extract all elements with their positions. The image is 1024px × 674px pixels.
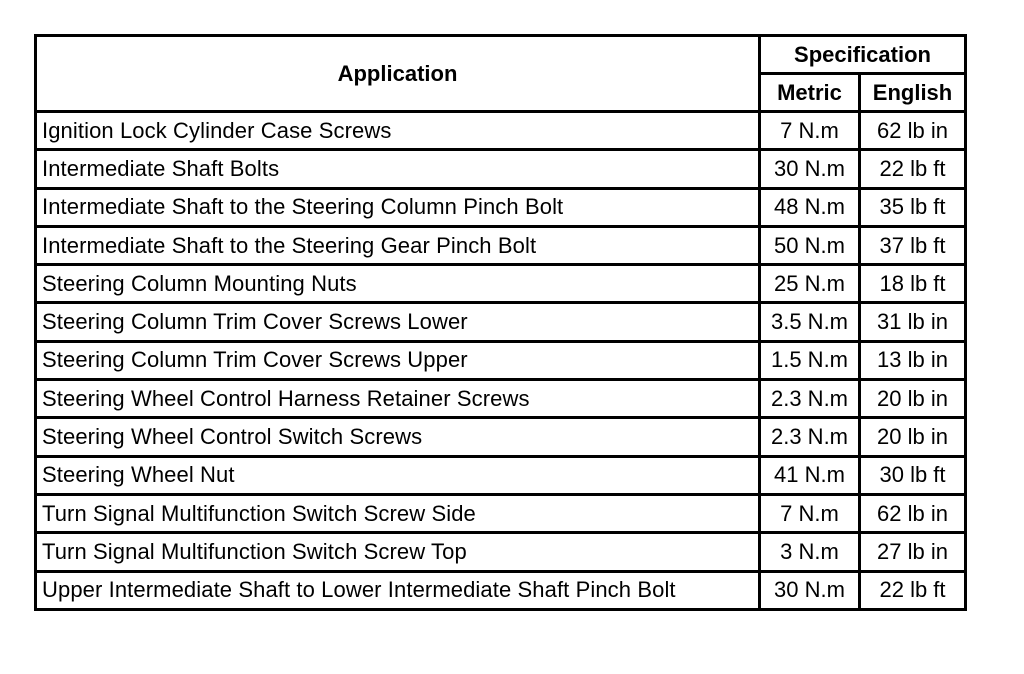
metric-cell: 7 N.m	[760, 494, 860, 532]
metric-cell: 2.3 N.m	[760, 418, 860, 456]
application-cell: Turn Signal Multifunction Switch Screw Top	[36, 533, 760, 571]
english-cell: 62 lb in	[860, 112, 966, 150]
column-header-english: English	[860, 74, 966, 112]
metric-cell: 2.3 N.m	[760, 380, 860, 418]
metric-cell: 30 N.m	[760, 571, 860, 609]
table-body	[36, 112, 966, 610]
table-row	[36, 418, 966, 456]
column-header-metric: Metric	[760, 74, 860, 112]
application-cell: Steering Wheel Nut	[36, 456, 760, 494]
english-cell: 27 lb in	[860, 533, 966, 571]
table-row	[36, 188, 966, 226]
table-row	[36, 571, 966, 609]
english-cell: 62 lb in	[860, 494, 966, 532]
english-cell: 31 lb in	[860, 303, 966, 341]
application-cell: Intermediate Shaft to the Steering Column Pinch Bolt	[36, 188, 760, 226]
english-cell: 22 lb ft	[860, 571, 966, 609]
application-cell: Intermediate Shaft Bolts	[36, 150, 760, 188]
metric-cell: 3.5 N.m	[760, 303, 860, 341]
application-cell: Upper Intermediate Shaft to Lower Intermediate Shaft Pinch Bolt	[36, 571, 760, 609]
application-cell: Steering Column Mounting Nuts	[36, 265, 760, 303]
column-header-specification: Specification	[760, 36, 966, 74]
header-row-top	[36, 36, 966, 74]
english-cell: 13 lb in	[860, 341, 966, 379]
english-cell: 20 lb in	[860, 418, 966, 456]
table-row	[36, 226, 966, 264]
table-row	[36, 533, 966, 571]
metric-cell: 7 N.m	[760, 112, 860, 150]
metric-cell: 1.5 N.m	[760, 341, 860, 379]
table-row	[36, 380, 966, 418]
table-row	[36, 150, 966, 188]
application-cell: Steering Wheel Control Harness Retainer Screws	[36, 380, 760, 418]
metric-cell: 25 N.m	[760, 265, 860, 303]
column-header-application: Application	[36, 36, 760, 112]
english-cell: 18 lb ft	[860, 265, 966, 303]
application-cell: Intermediate Shaft to the Steering Gear Pinch Bolt	[36, 226, 760, 264]
application-cell: Steering Column Trim Cover Screws Lower	[36, 303, 760, 341]
table-row	[36, 112, 966, 150]
application-cell: Ignition Lock Cylinder Case Screws	[36, 112, 760, 150]
metric-cell: 41 N.m	[760, 456, 860, 494]
metric-cell: 30 N.m	[760, 150, 860, 188]
application-cell: Steering Wheel Control Switch Screws	[36, 418, 760, 456]
english-cell: 37 lb ft	[860, 226, 966, 264]
table-row	[36, 341, 966, 379]
english-cell: 20 lb in	[860, 380, 966, 418]
table-row	[36, 265, 966, 303]
english-cell: 35 lb ft	[860, 188, 966, 226]
application-cell: Steering Column Trim Cover Screws Upper	[36, 341, 760, 379]
english-cell: 22 lb ft	[860, 150, 966, 188]
table-row	[36, 494, 966, 532]
metric-cell: 48 N.m	[760, 188, 860, 226]
application-cell: Turn Signal Multifunction Switch Screw Side	[36, 494, 760, 532]
metric-cell: 50 N.m	[760, 226, 860, 264]
english-cell: 30 lb ft	[860, 456, 966, 494]
torque-spec-table	[34, 34, 967, 611]
table-header	[36, 36, 966, 112]
table-row	[36, 303, 966, 341]
metric-cell: 3 N.m	[760, 533, 860, 571]
table-row	[36, 456, 966, 494]
